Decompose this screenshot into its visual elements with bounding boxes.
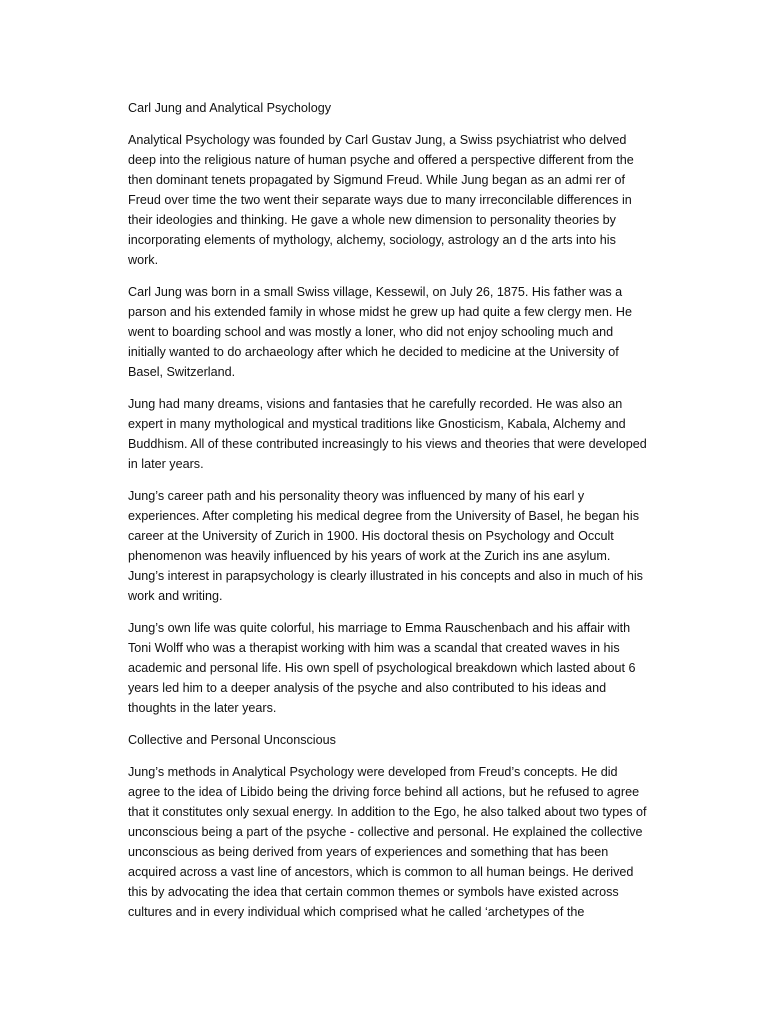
- document-title: Carl Jung and Analytical Psychology: [128, 101, 332, 115]
- document-page: [128, 98, 648, 934]
- paragraph-founding: Analytical Psychology was founded by Carl Gustav Jung, a Swiss psychiatrist who delved deep into the religious nature of human psyche and offered a perspective different from the then dominant tenets propagated by Sigmund Freud. While Jung began as an admi rer of Freud over time the two went their separate ways due to many irreconcilable differences in their ideologies and thinking. He gave a whole new dimension to personality theories by incorporating elements of mythology, alchemy, sociology, astrology an d the arts into his work.: [128, 133, 634, 267]
- paragraph-career-path: Jung’s career path and his personality theory was influenced by many of his earl y experiences. After completing his medical degree from the University of Basel, he began his career at the University of Zurich in 1900. His doctoral thesis on Psychology and Occult phenomenon was heavily influenced by his years of work at the Zurich ins ane asylum. Jung’s interest in parapsychology is clearly illustrated in his concepts and also in much of his work and writing.: [128, 489, 643, 603]
- section-heading: Collective and Personal Unconscious: [128, 733, 336, 747]
- paragraph-dreams-visions: Jung had many dreams, visions and fantasies that he carefully recorded. He was also an expert in many mythological and mystical traditions like Gnosticism, Kabala, Alchemy and Buddhism. All of these contributed increasingly to his views and theories that were developed in later years.: [128, 397, 647, 471]
- paragraph-personal-life: Jung’s own life was quite colorful, his marriage to Emma Rauschenbach and his affair with Toni Wolff who was a therapist working with him was a scandal that created waves in his academic and personal life. His own spell of psychological breakdown which lasted about 6 years led him to a deeper analysis of the psyche and also contributed to his ideas and thoughts in the later years.: [128, 621, 636, 715]
- paragraph-early-life: Carl Jung was born in a small Swiss village, Kessewil, on July 26, 1875. His father was a parson and his extended family in whose midst he grew up had quite a few clergy men. He went to boarding school and was mostly a loner, who did not enjoy schooling much and initially wanted to do archaeology after which he decided to medicine at the University of Basel, Switzerland.: [128, 285, 633, 379]
- paragraph-unconscious: Jung’s methods in Analytical Psychology were developed from Freud’s concepts. He did agree to the idea of Libido being the driving force behind all actions, but he refused to agree that it constitutes only sexual energy. In addition to the Ego, he also talked about two types of unconscious being a part of the psyche - collective and personal. He explained the collective unconscious as being derived from years of experiences and something that has been acquired across a vast line of ancestors, which is common to all human beings. He derived this by advocating the idea that certain common themes or symbols have existed across cultures and in every individual which comprised what he called ‘archetypes of the: [128, 765, 647, 919]
